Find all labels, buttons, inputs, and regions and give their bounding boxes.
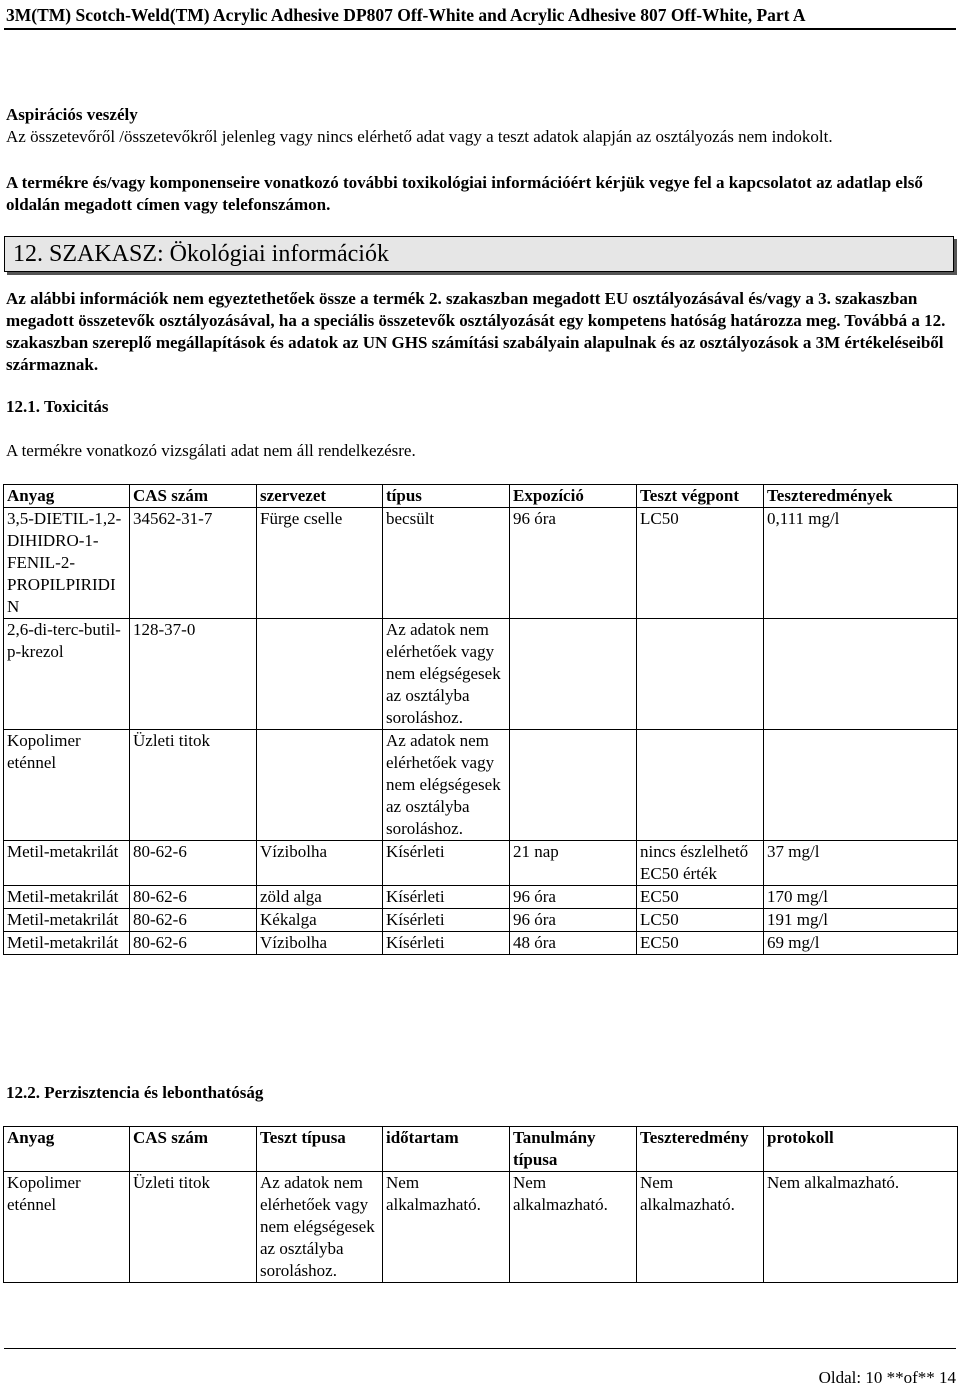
table-row [4, 1172, 958, 1283]
section-title: 12. SZAKASZ: Ökológiai információk [13, 241, 389, 267]
table-cell: 170 mg/l [764, 886, 958, 909]
table-row [4, 886, 958, 909]
table-cell: nincs észlelhető EC50 érték [637, 841, 764, 886]
table-row [4, 508, 958, 619]
table-cell: 128-37-0 [130, 619, 257, 730]
table-cell: 80-62-6 [130, 932, 257, 955]
table-header-row [4, 1127, 958, 1172]
table-cell [764, 730, 958, 841]
table-cell: EC50 [637, 886, 764, 909]
table-cell: Kékalga [257, 909, 383, 932]
column-header: Teszteredmények [764, 485, 958, 508]
table-cell: LC50 [637, 909, 764, 932]
table-cell [510, 619, 637, 730]
persistence-heading: 12.2. Perzisztencia és lebonthatóság [6, 1083, 264, 1102]
table-cell: Metil-metakrilát [4, 909, 130, 932]
column-header: időtartam [383, 1127, 510, 1172]
section-12-header [4, 236, 954, 272]
column-header: protokoll [764, 1127, 958, 1172]
column-header: Teszt végpont [637, 485, 764, 508]
footer-divider [4, 1348, 956, 1349]
column-header: szervezet [257, 485, 383, 508]
table-row [4, 909, 958, 932]
table-cell: Vízibolha [257, 841, 383, 886]
aspiration-heading: Aspirációs veszély [6, 105, 138, 124]
table-cell: Nem alkalmazható. [383, 1172, 510, 1283]
table-cell: 80-62-6 [130, 886, 257, 909]
table-cell [257, 619, 383, 730]
table-cell: Kísérleti [383, 841, 510, 886]
table-cell [637, 730, 764, 841]
table-cell: 34562-31-7 [130, 508, 257, 619]
table-cell: Üzleti titok [130, 730, 257, 841]
section-intro: Az alábbi információk nem egyeztethetőek össze a termék 2. szakaszban megadott EU osztályozásával és/vagy a 3. szakaszban megadott összetevők osztályozásával, ha a speciális összetevők osztályozását egy kompetens hatóság határozza meg. Továbbá a 12. szakaszban szereplő megállapítások és adatok az UN GHS számítási szabályain alapulnak és az osztályozások a 3M értékeléseiből származnak. [6, 289, 946, 374]
page-number: Oldal: 10 **of** 14 [818, 1368, 956, 1387]
contact-note: A termékre és/vagy komponenseire vonatkozó további toxikológiai információért kérjük vegye fel a kapcsolatot az adatlap első oldalán megadott címen vagy telefonszámon. [6, 173, 923, 214]
table-cell: Metil-metakrilát [4, 932, 130, 955]
document-title: 3M(TM) Scotch-Weld(TM) Acrylic Adhesive DP807 Off-White and Acrylic Adhesive 807 Off-White, Part A [4, 2, 956, 30]
table-row [4, 841, 958, 886]
table-cell: becsült [383, 508, 510, 619]
table-cell: Metil-metakrilát [4, 841, 130, 886]
table-row [4, 932, 958, 955]
column-header: típus [383, 485, 510, 508]
table-cell: 96 óra [510, 508, 637, 619]
table-cell [637, 619, 764, 730]
aspiration-text: Az összetevőről /összetevőkről jelenleg vagy nincs elérhető adat vagy a teszt adatok alapján az osztályozás nem indokolt. [6, 127, 833, 146]
table-cell: EC50 [637, 932, 764, 955]
toxicity-note: A termékre vonatkozó vizsgálati adat nem áll rendelkezésre. [6, 441, 416, 460]
table-cell [510, 730, 637, 841]
column-header: Anyag [4, 1127, 130, 1172]
table-cell: zöld alga [257, 886, 383, 909]
table-cell: 37 mg/l [764, 841, 958, 886]
column-header: Anyag [4, 485, 130, 508]
table-cell [764, 619, 958, 730]
table-cell: Az adatok nem elérhetőek vagy nem elégségesek az osztályba soroláshoz. [383, 619, 510, 730]
table-cell: 80-62-6 [130, 909, 257, 932]
table-cell: 96 óra [510, 886, 637, 909]
table-cell: Nem alkalmazható. [637, 1172, 764, 1283]
aspiration-block [6, 104, 950, 148]
column-header: CAS szám [130, 485, 257, 508]
column-header: Teszt típusa [257, 1127, 383, 1172]
table-cell: 80-62-6 [130, 841, 257, 886]
table-cell: Metil-metakrilát [4, 886, 130, 909]
table-header-row [4, 485, 958, 508]
table-cell: 48 óra [510, 932, 637, 955]
table-cell: Üzleti titok [130, 1172, 257, 1283]
table-cell: LC50 [637, 508, 764, 619]
column-header: Expozíció [510, 485, 637, 508]
table-cell: Kopolimer eténnel [4, 730, 130, 841]
column-header: Teszteredmény [637, 1127, 764, 1172]
column-header: Tanulmány típusa [510, 1127, 637, 1172]
table-cell: Kísérleti [383, 932, 510, 955]
column-header: CAS szám [130, 1127, 257, 1172]
toxicity-heading: 12.1. Toxicitás [6, 397, 109, 416]
table-cell: 96 óra [510, 909, 637, 932]
table-cell: 191 mg/l [764, 909, 958, 932]
table-cell: Nem alkalmazható. [510, 1172, 637, 1283]
table-cell: 3,5-DIETIL-1,2-DIHIDRO-1-FENIL-2-PROPILPIRIDIN [4, 508, 130, 619]
table-cell: Kopolimer eténnel [4, 1172, 130, 1283]
table-cell: Fürge cselle [257, 508, 383, 619]
table-cell: Az adatok nem elérhetőek vagy nem elégségesek az osztályba soroláshoz. [257, 1172, 383, 1283]
persistence-table [3, 1126, 958, 1283]
table-cell: Az adatok nem elérhetőek vagy nem elégségesek az osztályba soroláshoz. [383, 730, 510, 841]
toxicity-table [3, 484, 958, 955]
table-row [4, 619, 958, 730]
table-cell: Kísérleti [383, 886, 510, 909]
table-cell [257, 730, 383, 841]
table-cell: 21 nap [510, 841, 637, 886]
table-cell: Vízibolha [257, 932, 383, 955]
table-cell: Kísérleti [383, 909, 510, 932]
table-cell: 69 mg/l [764, 932, 958, 955]
table-cell: 2,6-di-terc-butil-p-krezol [4, 619, 130, 730]
table-row [4, 730, 958, 841]
table-cell: Nem alkalmazható. [764, 1172, 958, 1283]
table-cell: 0,111 mg/l [764, 508, 958, 619]
